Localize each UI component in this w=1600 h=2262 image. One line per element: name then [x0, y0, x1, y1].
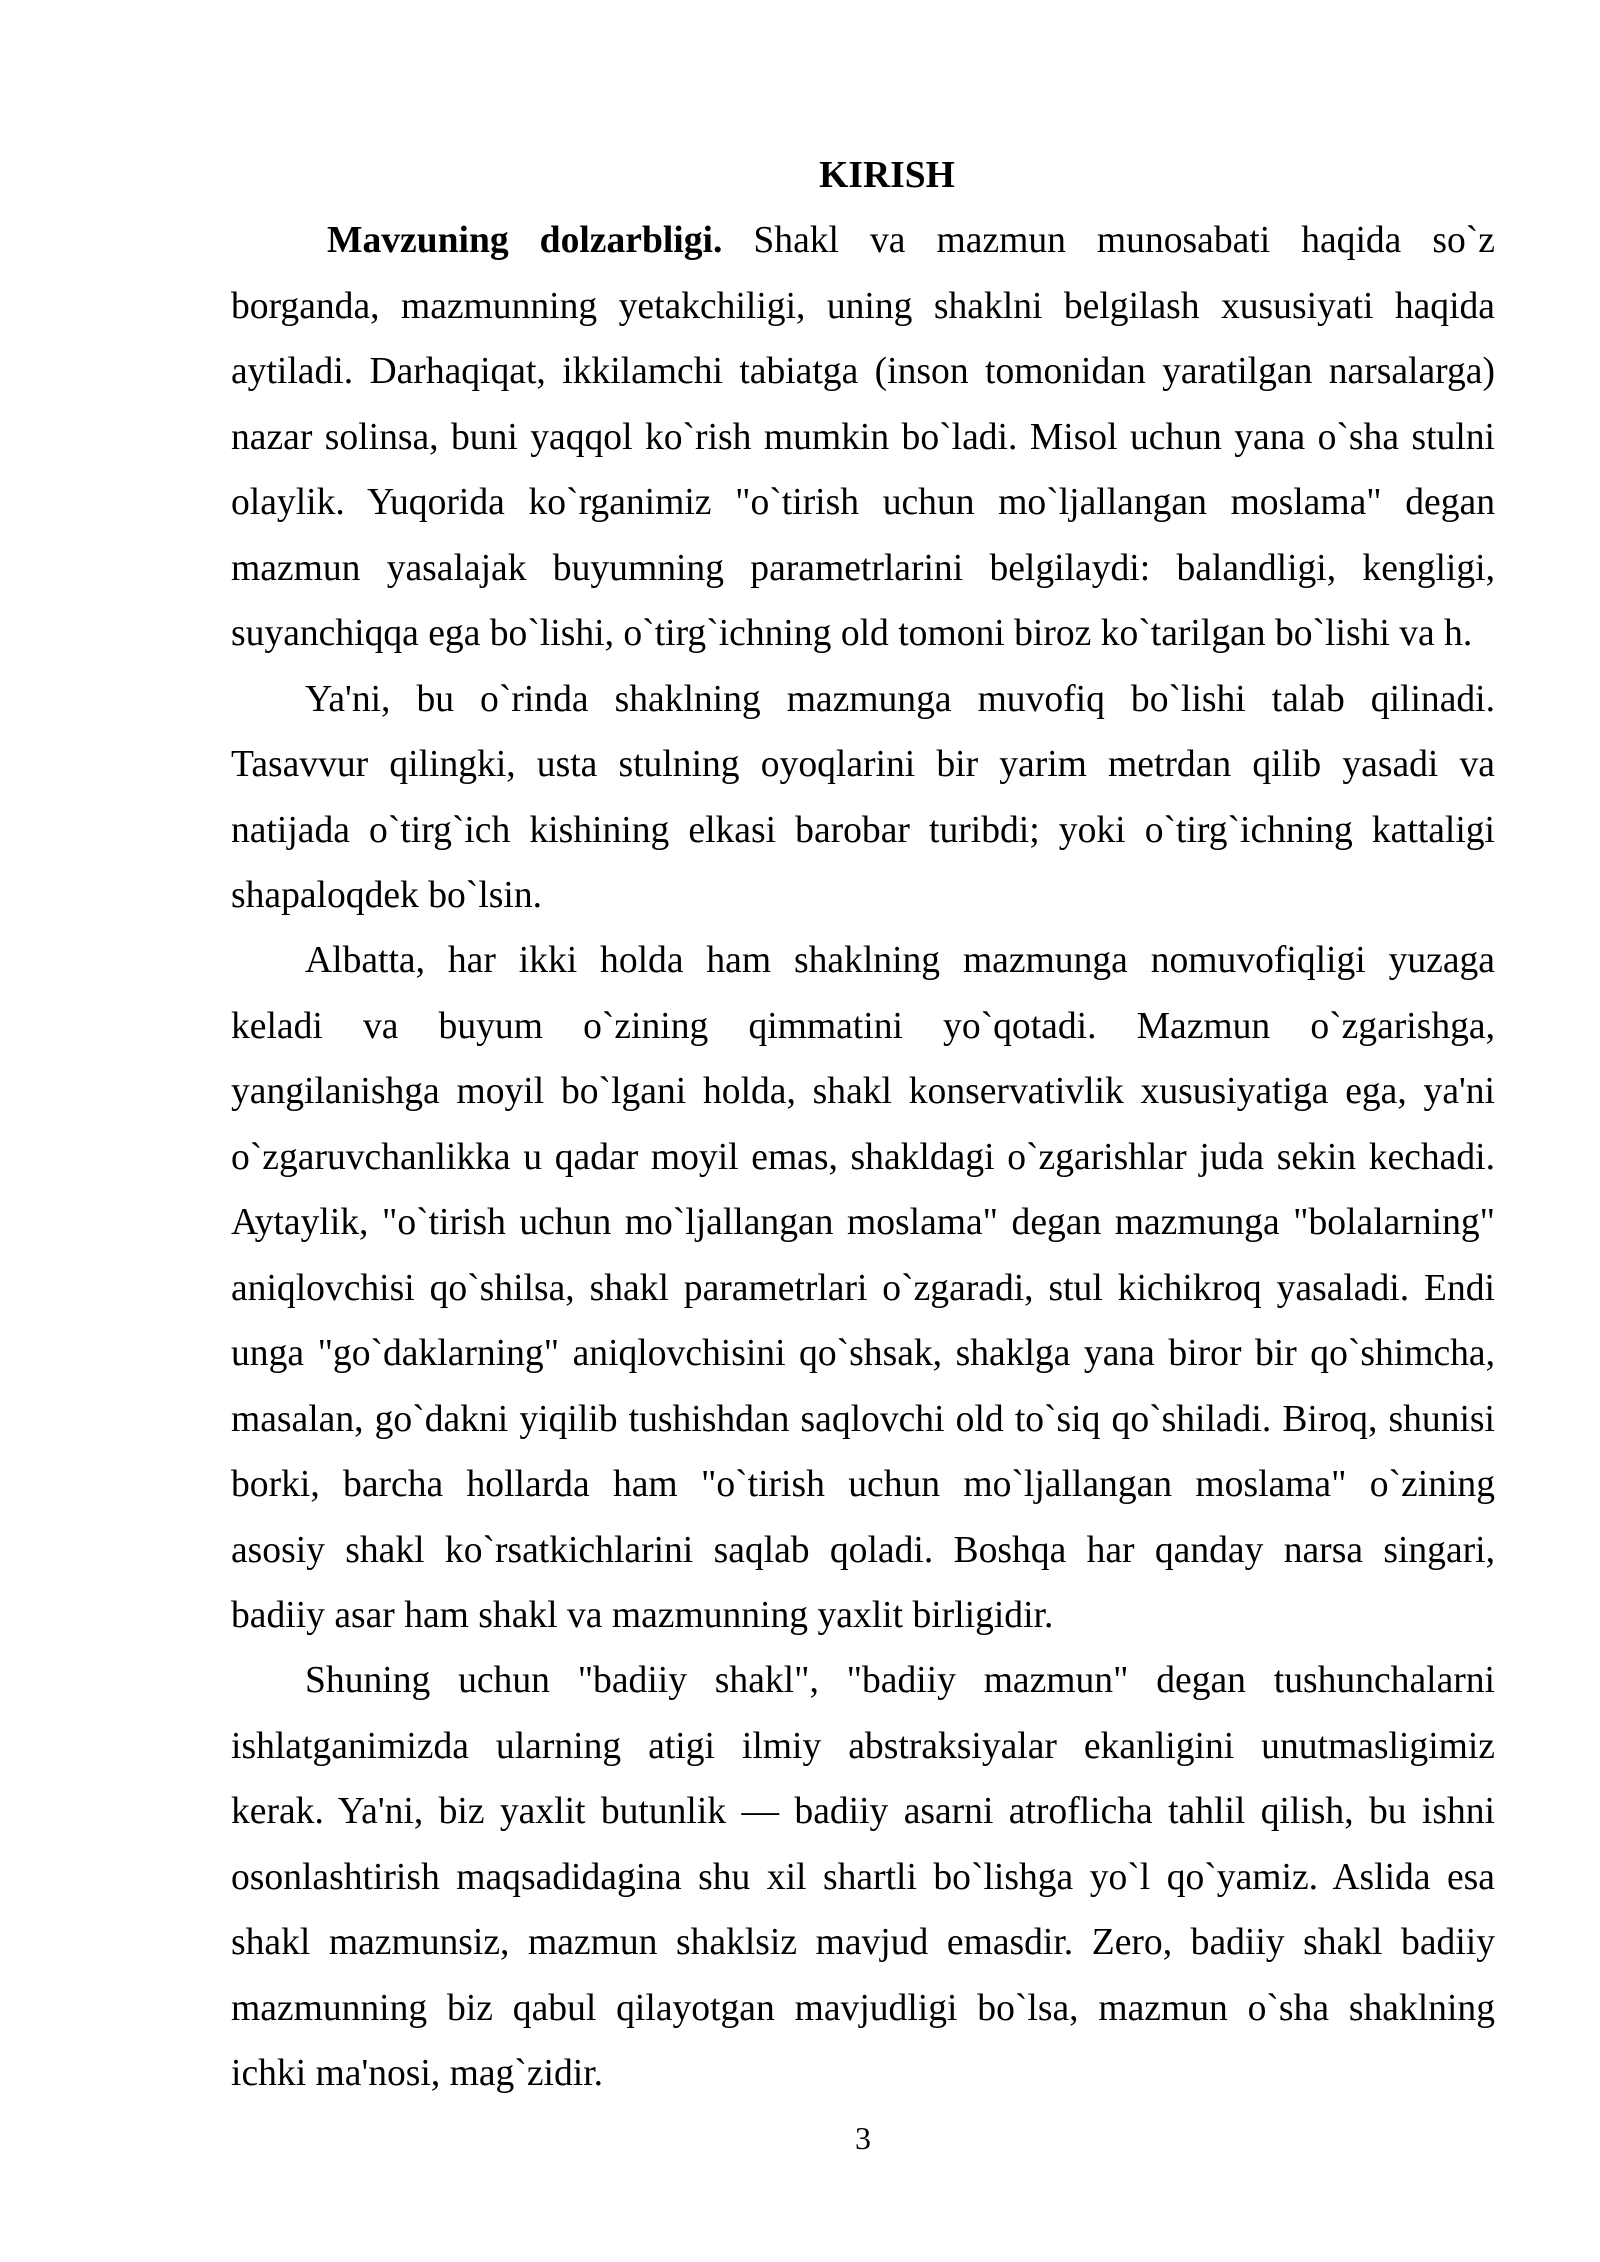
paragraph-line: borganda, mazmunning yetakchiligi, uning shaklni belgilash xususiyati haqida — [231, 285, 1495, 327]
paragraph-line: Shuning uchun "badiiy shakl", "badiiy mazmun" degan tushunchalarni — [305, 1660, 1495, 1702]
paragraph-line: badiiy asar ham shakl va mazmunning yaxlit birligidir. — [231, 1594, 1054, 1636]
paragraph-line: osonlashtirish maqsadidagina shu xil shartli bo`lishga yo`l qo`yamiz. Aslida esa — [231, 1856, 1495, 1898]
paragraph-line — [231, 208, 1495, 273]
paragraph — [231, 208, 1495, 666]
paragraph-line: shapaloqdek bo`lsin. — [231, 874, 543, 916]
paragraph-line: ichki ma'nosi, mag`zidir. — [231, 2053, 604, 2095]
paragraph — [231, 928, 1495, 1648]
paragraph-line: olaylik. Yuqorida ko`rganimiz "o`tirish uchun mo`ljallangan moslama" degan — [231, 482, 1495, 524]
paragraph — [231, 667, 1495, 929]
paragraph-line: o`zgaruvchanlikka u qadar moyil emas, shakldagi o`zgarishlar juda sekin kechadi. — [231, 1136, 1495, 1178]
paragraph-line: Albatta, har ikki holda ham shaklning mazmunga nomuvofiqligi yuzaga — [305, 940, 1495, 982]
paragraph-line: natijada o`tirg`ich kishining elkasi barobar turibdi; yoki o`tirg`ichning kattaligi — [231, 809, 1495, 851]
paragraph-line: mazmun yasalajak buyumning parametrlarini belgilaydi: balandligi, kengligi, — [231, 547, 1495, 589]
paragraph-line: masalan, go`dakni yiqilib tushishdan saqlovchi old to`siq qo`shiladi. Biroq, shunisi — [231, 1398, 1495, 1440]
paragraph-line: unga "go`daklarning" aniqlovchisini qo`shsak, shaklga yana biror bir qo`shimcha, — [231, 1333, 1495, 1375]
paragraph-line: aytiladi. Darhaqiqat, ikkilamchi tabiatga (inson tomonidan yaratilgan narsalarga) — [231, 351, 1495, 393]
lead-phrase: Mavzuning dolzarbligi. — [327, 220, 723, 262]
document-title: KIRISH — [819, 155, 955, 196]
paragraph-line: Tasavvur qilingki, usta stulning oyoqlarini bir yarim metrdan qilib yasadi va — [231, 744, 1495, 786]
paragraph-line: yangilanishga moyil bo`lgani holda, shakl konservativlik xususiyatiga ega, ya'ni — [231, 1071, 1495, 1113]
paragraph-line: nazar solinsa, buni yaqqol ko`rish mumkin bo`ladi. Misol uchun yana o`sha stulni — [231, 416, 1495, 458]
paragraph-line: aniqlovchisi qo`shilsa, shakl parametrlari o`zgaradi, stul kichikroq yasaladi. Endi — [231, 1267, 1495, 1309]
paragraph-line: Aytaylik, "o`tirish uchun mo`ljallangan moslama" degan mazmunga "bolalarning" — [231, 1202, 1495, 1244]
paragraph-line: mazmunning biz qabul qilayotgan mavjudligi bo`lsa, mazmun o`sha shaklning — [231, 1987, 1495, 2029]
page-content — [231, 143, 1495, 2107]
line-text: Shakl va mazmun munosabati haqida so`z — [753, 220, 1495, 262]
paragraph-line: kerak. Ya'ni, biz yaxlit butunlik — badiiy asarni atroflicha tahlil qilish, bu ishni — [231, 1791, 1495, 1833]
paragraph-line: Ya'ni, bu o`rinda shaklning mazmunga muvofiq bo`lishi talab qilinadi. — [305, 678, 1495, 720]
paragraph-line: suyanchiqqa ega bo`lishi, o`tirg`ichning old tomoni biroz ko`tarilgan bo`lishi va h. — [231, 613, 1473, 655]
paragraph — [231, 1648, 1495, 2106]
paragraph-line: asosiy shakl ko`rsatkichlarini saqlab qoladi. Boshqa har qanday narsa singari, — [231, 1529, 1495, 1571]
page-number: 3 — [855, 2120, 871, 2156]
paragraph-line: ishlatganimizda ularning atigi ilmiy abstraksiyalar ekanligini unutmasligimiz — [231, 1725, 1495, 1767]
paragraph-line: borki, barcha hollarda ham "o`tirish uchun mo`ljallangan moslama" o`zining — [231, 1464, 1495, 1506]
paragraph-line: keladi va buyum o`zining qimmatini yo`qotadi. Mazmun o`zgarishga, — [231, 1005, 1495, 1047]
paragraph-line: shakl mazmunsiz, mazmun shaklsiz mavjud emasdir. Zero, badiiy shakl badiiy — [231, 1922, 1495, 1964]
